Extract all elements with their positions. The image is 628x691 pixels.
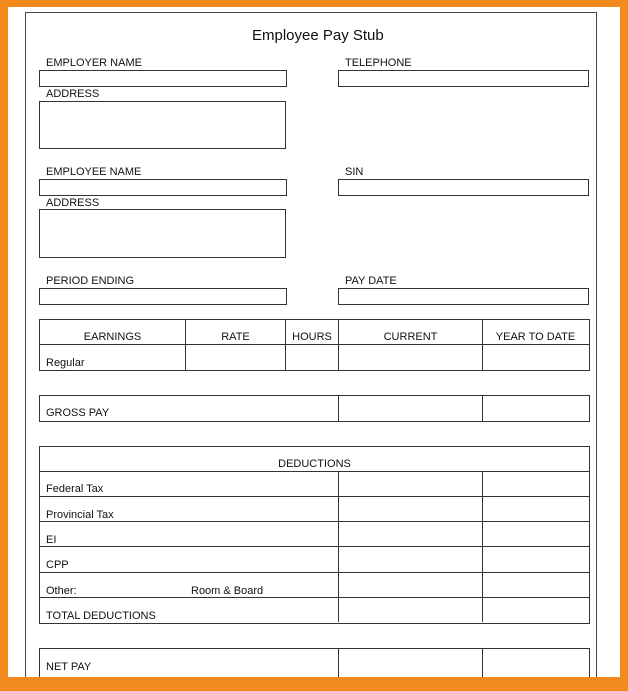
earnings-col-divider <box>185 320 186 370</box>
deductions-divider <box>40 496 589 497</box>
other-deduction-note: Room & Board <box>191 585 264 597</box>
period-ending-label: PERIOD ENDING <box>46 275 135 287</box>
deductions-divider <box>40 572 589 573</box>
rate-header: RATE <box>221 331 250 343</box>
federal-tax-label: Federal Tax <box>46 483 104 495</box>
deductions-col-divider <box>338 472 339 622</box>
deductions-divider <box>40 521 589 522</box>
deductions-divider <box>40 597 589 598</box>
telephone-field[interactable] <box>338 70 589 87</box>
gross-pay-divider <box>482 396 483 421</box>
employer-name-label: EMPLOYER NAME <box>46 57 142 69</box>
regular-earnings-label: Regular <box>46 357 85 369</box>
employer-name-field[interactable] <box>39 70 287 87</box>
pay-date-field[interactable] <box>338 288 589 305</box>
employer-address-field[interactable] <box>39 101 286 149</box>
pay-date-label: PAY DATE <box>345 275 397 287</box>
cpp-label: CPP <box>46 559 69 571</box>
gross-pay-row <box>39 395 590 422</box>
sin-label: SIN <box>345 166 364 178</box>
total-deductions-label: TOTAL DEDUCTIONS <box>46 610 156 622</box>
gross-pay-label: GROSS PAY <box>46 407 110 419</box>
employee-name-label: EMPLOYEE NAME <box>46 166 142 178</box>
ei-label: EI <box>46 534 57 546</box>
earnings-col-divider <box>285 320 286 370</box>
employee-name-field[interactable] <box>39 179 287 196</box>
gross-pay-divider <box>338 396 339 421</box>
hours-header: HOURS <box>292 331 332 343</box>
earnings-col-divider <box>338 320 339 370</box>
earnings-table <box>39 319 590 371</box>
year-to-date-header: YEAR TO DATE <box>495 331 576 343</box>
earnings-col-divider <box>482 320 483 370</box>
employer-address-label: ADDRESS <box>46 88 100 100</box>
deductions-title: DEDUCTIONS <box>278 458 351 470</box>
other-deduction-label: Other: <box>46 585 77 597</box>
net-pay-divider <box>338 649 339 677</box>
employee-address-field[interactable] <box>39 209 286 258</box>
telephone-label: TELEPHONE <box>345 57 412 69</box>
deductions-divider <box>40 546 589 547</box>
employee-address-label: ADDRESS <box>46 197 100 209</box>
earnings-header-divider <box>40 344 589 345</box>
deductions-divider <box>40 471 589 472</box>
earnings-header: EARNINGS <box>83 331 142 343</box>
net-pay-divider <box>482 649 483 677</box>
page-border-bottom <box>0 677 628 691</box>
period-ending-field[interactable] <box>39 288 287 305</box>
provincial-tax-label: Provincial Tax <box>46 509 114 521</box>
page-title: Employee Pay Stub <box>252 27 384 44</box>
current-header: CURRENT <box>383 331 438 343</box>
sin-field[interactable] <box>338 179 589 196</box>
net-pay-label: NET PAY <box>46 661 92 673</box>
deductions-col-divider <box>482 472 483 622</box>
